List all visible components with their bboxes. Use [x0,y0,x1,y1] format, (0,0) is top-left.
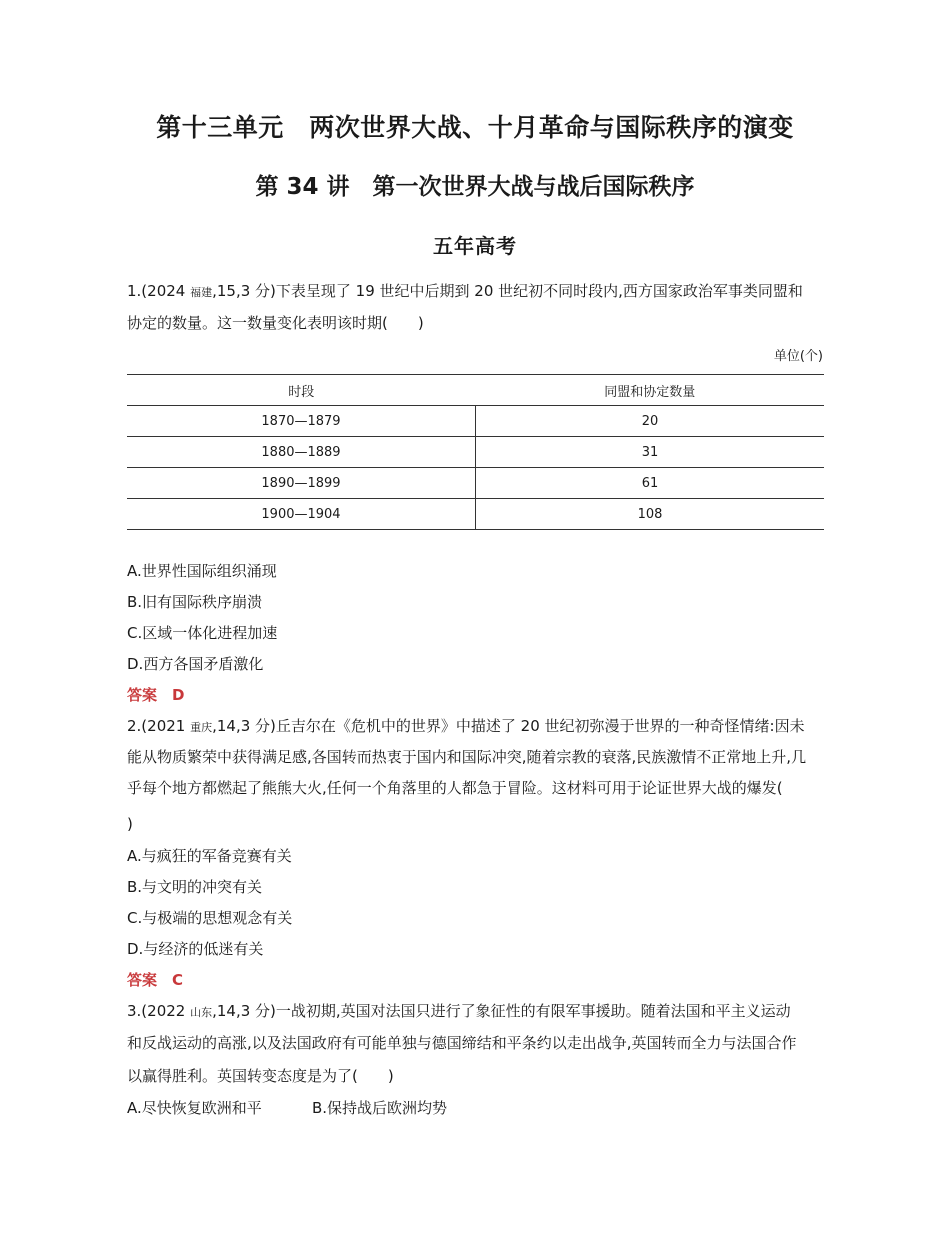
table-cell-period: 1870—1879 [127,406,476,437]
q2-prefix: 2.(2021 [127,717,191,735]
q2-option-d: D.与经济的低迷有关 [127,940,264,958]
table-row [127,468,824,499]
q3-stem-line3: 以赢得胜利。英国转变态度是为了( ) [127,1067,394,1085]
q1-source: 福建 [190,286,213,299]
table-cell-count: 61 [641,475,659,491]
table-cell-count: 108 [637,506,663,522]
q2-answer: 答案 C [127,971,184,989]
q3-suffix: ,14,3 分)一战初期,英国对法国只进行了象征性的有限军事援助。随着法国和平主义运动 [212,1002,791,1020]
q2-stem-line2: 能从物质繁荣中获得满足感,各国转而热衷于国内和国际冲突,随着宗教的衰落,民族激情不正常地上升,几 [127,748,807,766]
section-title: 五年高考 [433,234,517,258]
table-unit-label: 单位(个) [773,349,823,364]
table-row [127,406,824,437]
table-cell-count: 20 [641,413,659,429]
q1-option-b: B.旧有国际秩序崩溃 [127,593,263,611]
q1-option-a: A.世界性国际组织涌现 [127,562,277,580]
alliance-count-table [127,374,824,530]
unit-title: 第十三单元 两次世界大战、十月革命与国际秩序的演变 [156,113,794,142]
table-cell-period: 1900—1904 [127,499,476,530]
q1-answer: 答案 D [127,686,185,704]
q2-option-a: A.与疯狂的军备竞赛有关 [127,847,292,865]
q2-option-b: B.与文明的冲突有关 [127,878,263,896]
q1-prefix: 1.(2024 [127,282,191,300]
q2-source: 重庆 [190,721,213,734]
q2-stem-line4: ) [127,815,133,833]
table-cell-period: 1880—1889 [127,437,476,468]
table-row [127,499,824,530]
table-header-count: 同盟和协定数量 [604,384,696,400]
q3-options-row [127,1098,447,1118]
q2-option-c: C.与极端的思想观念有关 [127,909,293,927]
q3-stem-line2: 和反战运动的高涨,以及法国政府有可能单独与德国缔结和平条约以走出战争,英国转而全力与法国合作 [127,1034,797,1052]
table-cell-period: 1890—1899 [127,468,476,499]
q2-suffix: ,14,3 分)丘吉尔在《危机中的世界》中描述了 20 世纪初弥漫于世界的一种奇怪情绪:因未 [212,717,805,735]
q1-stem-line2: 协定的数量。这一数量变化表明该时期( ) [127,314,424,332]
q3-stem-line1 [127,1001,791,1023]
q3-source: 山东 [190,1006,213,1019]
table-cell-count: 31 [641,444,659,460]
q1-option-d: D.西方各国矛盾激化 [127,655,264,673]
table-header-period: 时段 [288,384,315,400]
q1-stem-line1 [127,281,803,303]
q2-stem-line3: 乎每个地方都燃起了熊熊大火,任何一个角落里的人都急于冒险。这材料可用于论证世界大战的爆发( [127,779,783,797]
q3-option-a: A.尽快恢复欧洲和平 [127,1099,262,1117]
table-row [127,437,824,468]
q1-suffix: ,15,3 分)下表呈现了 19 世纪中后期到 20 世纪初不同时段内,西方国家政治军事类同盟和 [212,282,803,300]
q2-stem-line1 [127,716,805,738]
q1-option-c: C.区域一体化进程加速 [127,624,278,642]
lecture-title: 第 34 讲 第一次世界大战与战后国际秩序 [255,174,695,200]
q3-prefix: 3.(2022 [127,1002,191,1020]
table-header-row [127,375,824,406]
q3-option-b: B.保持战后欧洲均势 [312,1099,448,1117]
